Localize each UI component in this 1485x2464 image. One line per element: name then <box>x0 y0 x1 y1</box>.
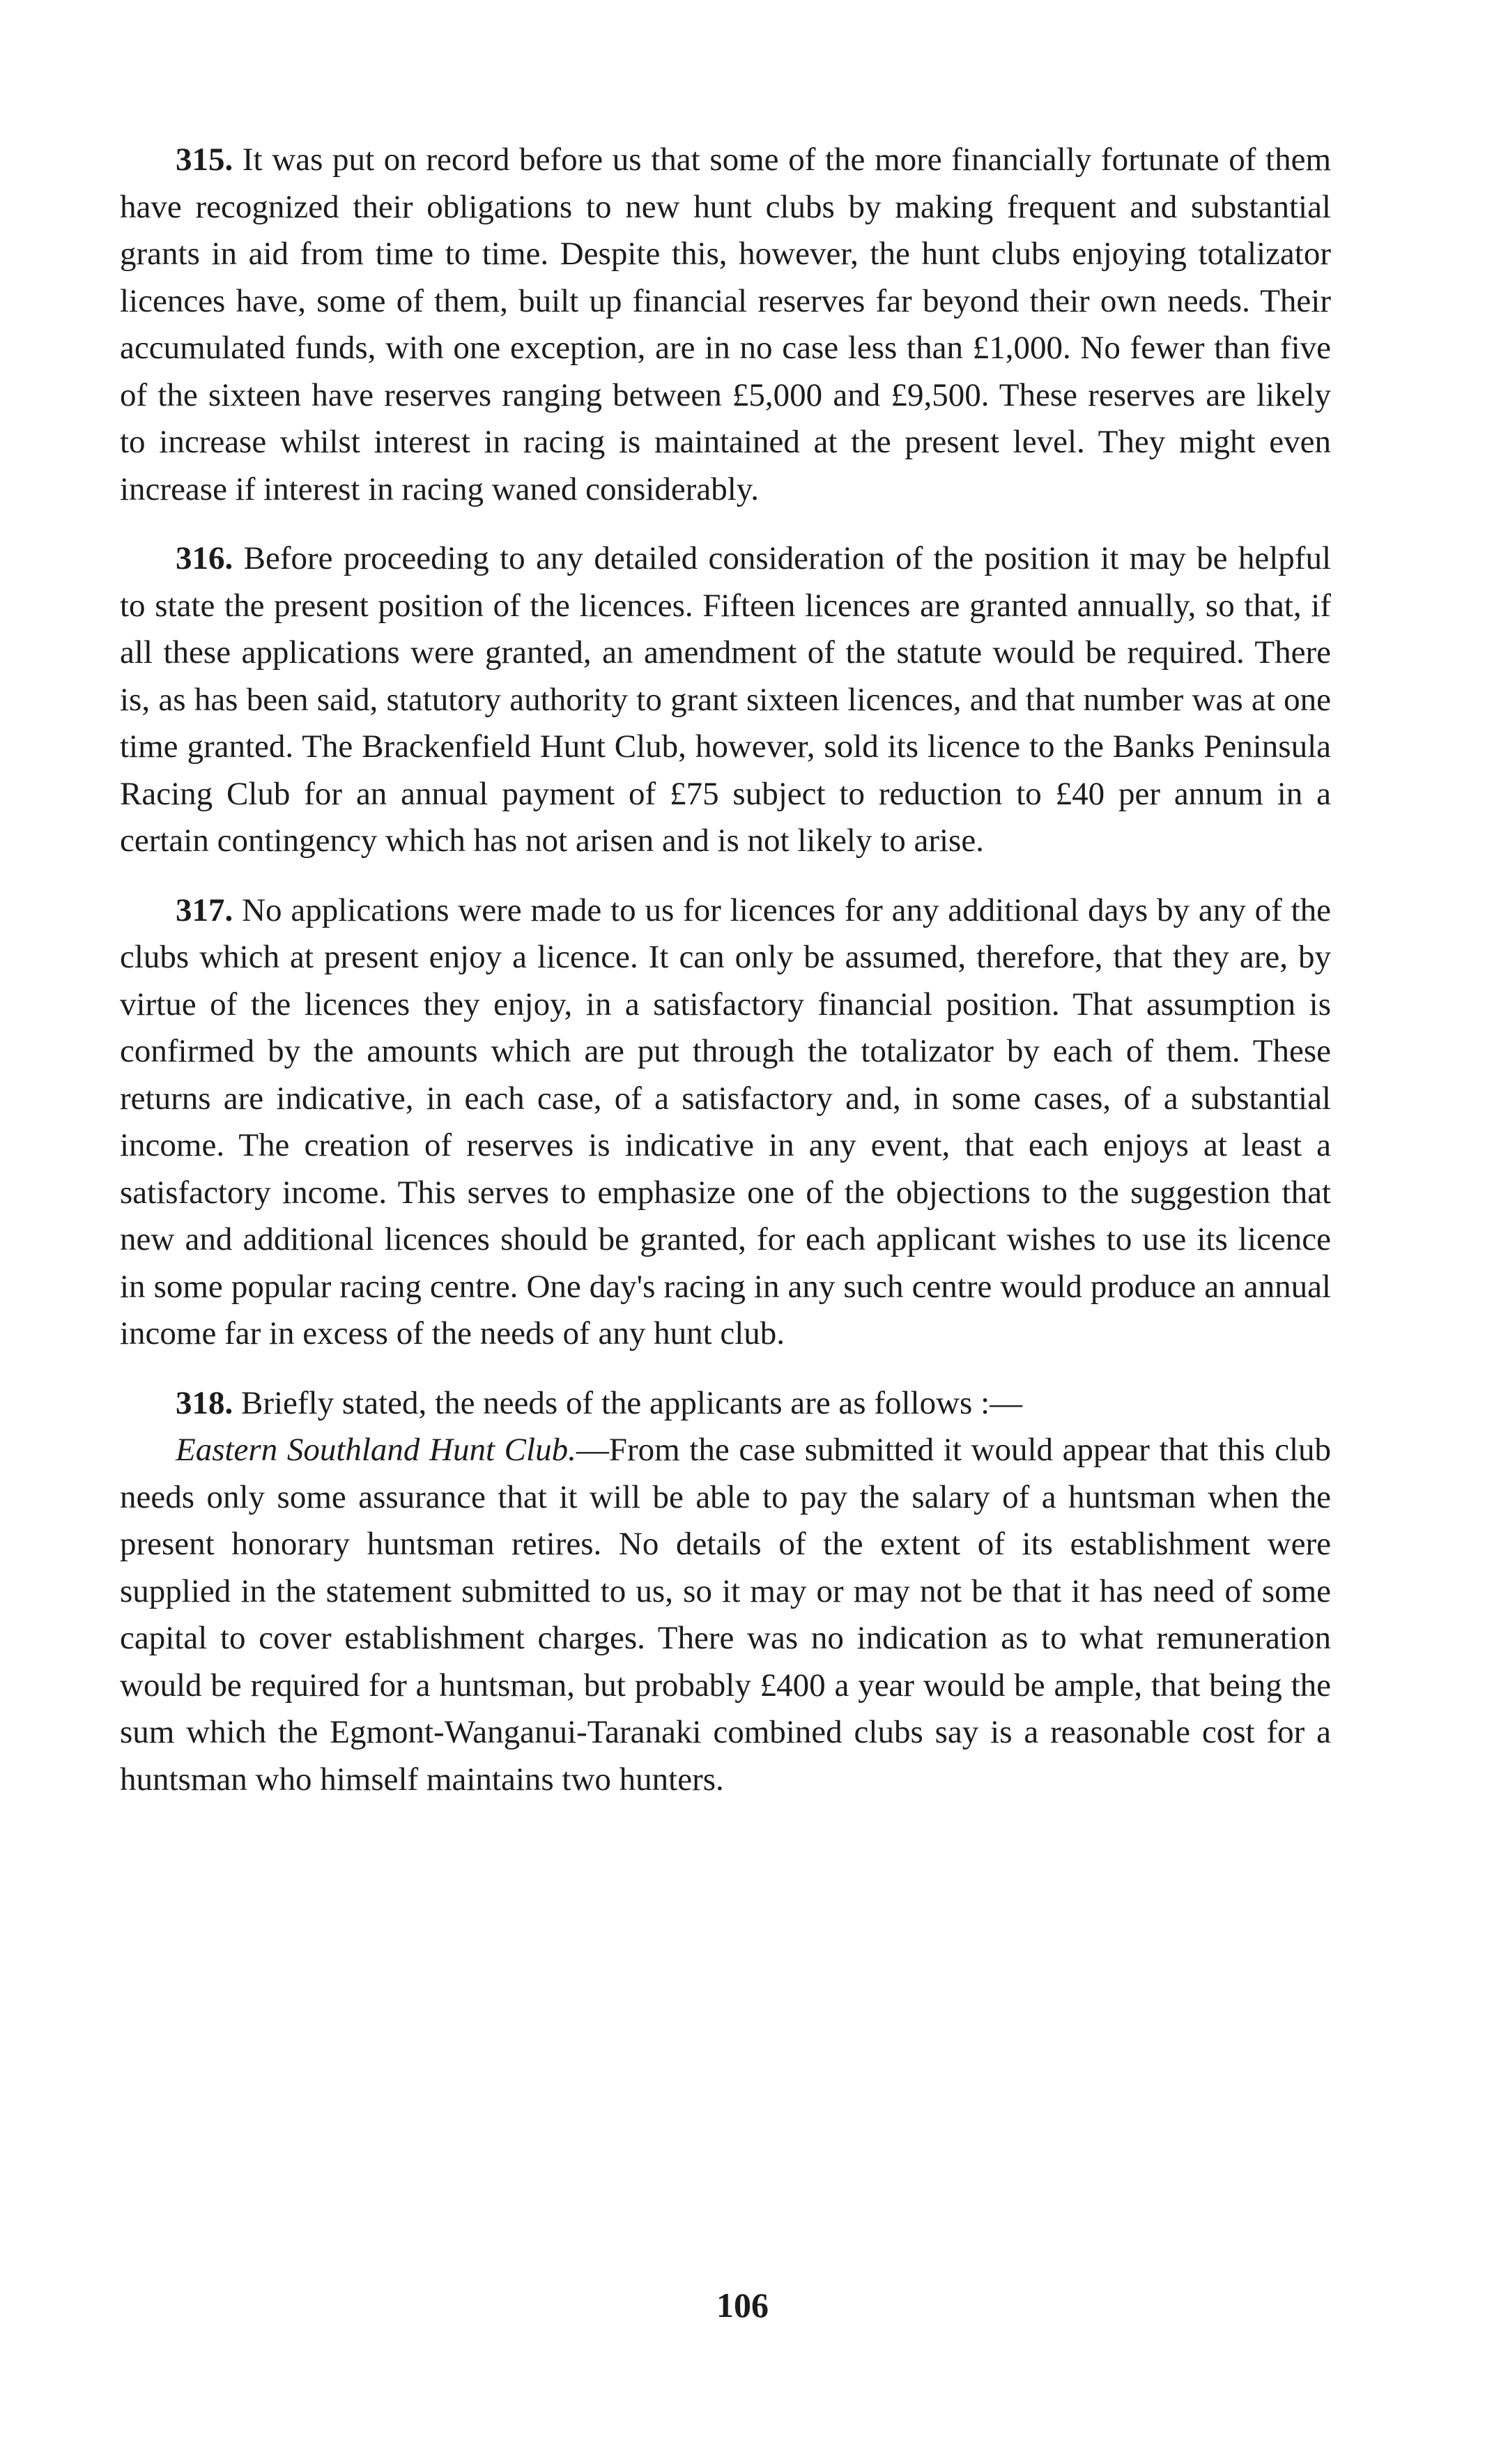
paragraph-number: 317. <box>176 892 233 928</box>
club-paragraph-text: —From the case submitted it would appear that this club needs only some assurance that it will be able to pay the salary of a huntsman when the present honorary huntsman retires. No details of the extent of its establishment were supplied in the statement submitted to us, so it may or may not be that it has need of some capital to cover establishment charges. There was no indication as to what remuneration would be required for a huntsman, but probably £400 a year would be ample, that being the sum which the Egmont-Wanganui-Taranaki combined clubs say is a reasonable cost for a huntsman who himself maintains two hunters. <box>120 1432 1332 1798</box>
club-name: Eastern Southland Hunt Club. <box>176 1432 576 1468</box>
paragraph-318 <box>120 1380 1331 1428</box>
paragraph-317 <box>120 887 1331 1358</box>
paragraph-number: 316. <box>176 540 233 576</box>
paragraph-text: No applications were made to us for licences for any additional days by any of the clubs which at present enjoy a licence. It can only be assumed, therefore, that they are, by virtue of the licences they enjoy, in a satisfactory financial position. That assumption is confirmed by the amounts which are put through the totalizator by each of them. These returns are indicative, in each case, of a satisfactory and, in some cases, of a substantial income. The creation of reserves is indicative in any event, that each enjoys at least a satisfactory income. This serves to emphasize one of the objections to the suggestion that new and additional licences should be granted, for each applicant wishes to use its licence in some popular racing centre. One day's racing in any such centre would produce an annual income far in excess of the needs of any hunt club. <box>120 892 1332 1352</box>
paragraph-315 <box>120 137 1331 513</box>
paragraph-text: Before proceeding to any detailed consideration of the position it may be helpful to state the present position of the licences. Fifteen licences are granted annually, so that, if all these applications were granted, an amendment of the statute would be required. There is, as has been said, statutory authority to grant sixteen licences, and that number was at one time granted. The Brackenfield Hunt Club, however, sold its licence to the Banks Peninsula Racing Club for an annual payment of £75 subject to reduction to £40 per annum in a certain contingency which has not arisen and is not likely to arise. <box>120 540 1332 859</box>
paragraph-text: It was put on record before us that some of the more financially fortunate of them have recognized their obligations to new hunt clubs by making frequent and substantial grants in aid from time to time. Despite this, however, the hunt clubs enjoying totalizator licences have, some of them, built up financial reserves far beyond their own needs. Their accumulated funds, with one exception, are in no case less than £1,000. No fewer than five of the sixteen have reserves ranging between £5,000 and £9,500. These reserves are likely to increase whilst interest in racing is maintained at the present level. They might even increase if interest in racing waned considerably. <box>120 141 1331 507</box>
paragraph-text: Briefly stated, the needs of the applicants are as follows :— <box>241 1384 1023 1421</box>
document-page <box>120 137 1331 1826</box>
paragraph-316 <box>120 535 1331 865</box>
paragraph-number: 318. <box>176 1384 233 1421</box>
page-number: 106 <box>716 2286 769 2325</box>
club-paragraph-eastern-southland <box>120 1427 1331 1803</box>
paragraph-number: 315. <box>176 141 233 178</box>
